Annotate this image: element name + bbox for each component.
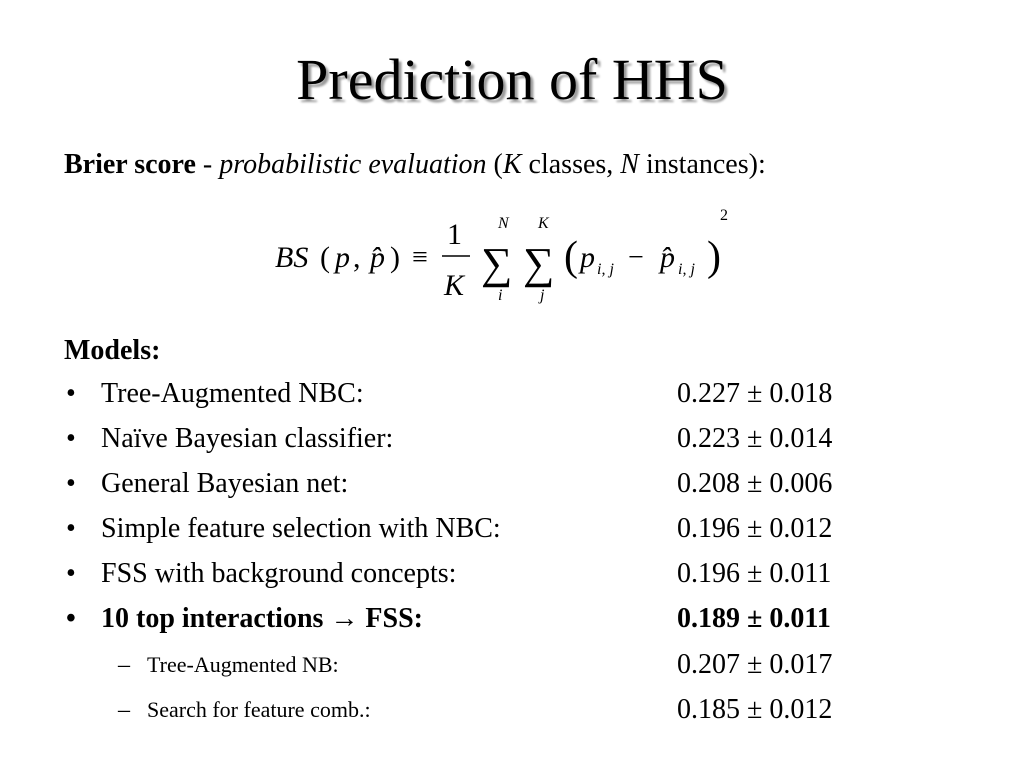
formula-sum1-upper: N [498, 215, 509, 232]
formula-paren-right: ) [707, 234, 721, 280]
model-score: 0.196 ± 0.011 [677, 558, 832, 589]
slide-title: Prediction of HHS [296, 47, 728, 112]
model-score: 0.196 ± 0.012 [677, 513, 833, 544]
model-row [0, 554, 1024, 594]
formula-sum1-lower: i [498, 287, 503, 304]
dash-icon: – [118, 697, 130, 723]
bullet-icon: • [66, 378, 76, 409]
models-heading: Models: [64, 335, 161, 366]
model-row-highlighted [0, 599, 1024, 639]
formula-lhs-phat: p̂ [370, 241, 385, 274]
formula-lhs-open: ( [320, 241, 330, 274]
formula-exponent: 2 [720, 207, 728, 224]
model-score: 0.227 ± 0.018 [677, 378, 833, 409]
model-label: 10 top interactions → FSS: [101, 603, 423, 634]
model-label: FSS with background concepts: [101, 558, 457, 589]
bullet-icon: • [66, 423, 76, 454]
brier-k-symbol: K [502, 149, 522, 180]
model-label: Naïve Bayesian classifier: [101, 423, 394, 454]
formula-sum2-upper: K [538, 215, 549, 232]
model-label: General Bayesian net: [101, 468, 349, 499]
model-row [0, 509, 1024, 549]
formula-denominator: K [444, 269, 465, 302]
model-label: Simple feature selection with NBC: [101, 513, 501, 544]
brier-classes-text: classes, [521, 149, 621, 180]
sub-model-score: 0.185 ± 0.012 [677, 694, 833, 725]
formula-term-p-subscript: i, j [597, 261, 614, 278]
brier-term: Brier score [64, 149, 196, 180]
brier-description: probabilistic evaluation [219, 149, 487, 180]
formula-paren-left: ( [564, 234, 578, 280]
brier-formula-svg [270, 200, 750, 315]
brier-n-symbol: N [620, 149, 639, 180]
formula-lhs-comma: , [353, 241, 361, 274]
formula-numerator: 1 [447, 218, 462, 251]
sub-model-label: Search for feature comb.: [147, 697, 371, 722]
formula-minus: − [628, 242, 644, 273]
formula-sum2-sigma: ∑ [523, 239, 555, 288]
formula-term-phat: p̂ [660, 241, 675, 274]
brier-instances-text: instances): [638, 149, 766, 180]
model-score: 0.189 ± 0.011 [677, 603, 831, 634]
dash-icon: – [118, 652, 130, 678]
model-label: Tree-Augmented NBC: [101, 378, 364, 409]
brier-score-line [64, 147, 766, 183]
sub-model-score: 0.207 ± 0.017 [677, 649, 833, 680]
formula-term-p: p [580, 241, 595, 274]
brier-paren: ( [486, 149, 503, 180]
brier-formula [270, 200, 750, 315]
model-score: 0.208 ± 0.006 [677, 468, 833, 499]
formula-bs: BS [275, 241, 309, 274]
sub-model-label: Tree-Augmented NB: [147, 652, 339, 677]
formula-lhs-close: ) [390, 241, 400, 274]
model-row [0, 419, 1024, 459]
model-score: 0.223 ± 0.014 [677, 423, 833, 454]
sub-model-row [0, 645, 1024, 685]
sub-model-row [0, 690, 1024, 730]
model-row [0, 374, 1024, 414]
formula-sum2-lower: j [540, 287, 545, 304]
bullet-icon: • [66, 468, 76, 499]
model-row [0, 464, 1024, 504]
formula-lhs-p: p [335, 241, 350, 274]
bullet-icon: • [66, 513, 76, 544]
brier-separator: - [195, 149, 220, 180]
bullet-icon: • [66, 558, 76, 589]
formula-sum1-sigma: ∑ [481, 239, 513, 288]
formula-term-phat-subscript: i, j [678, 261, 695, 278]
formula-equiv: ≡ [412, 242, 428, 273]
bullet-icon: • [66, 603, 76, 634]
